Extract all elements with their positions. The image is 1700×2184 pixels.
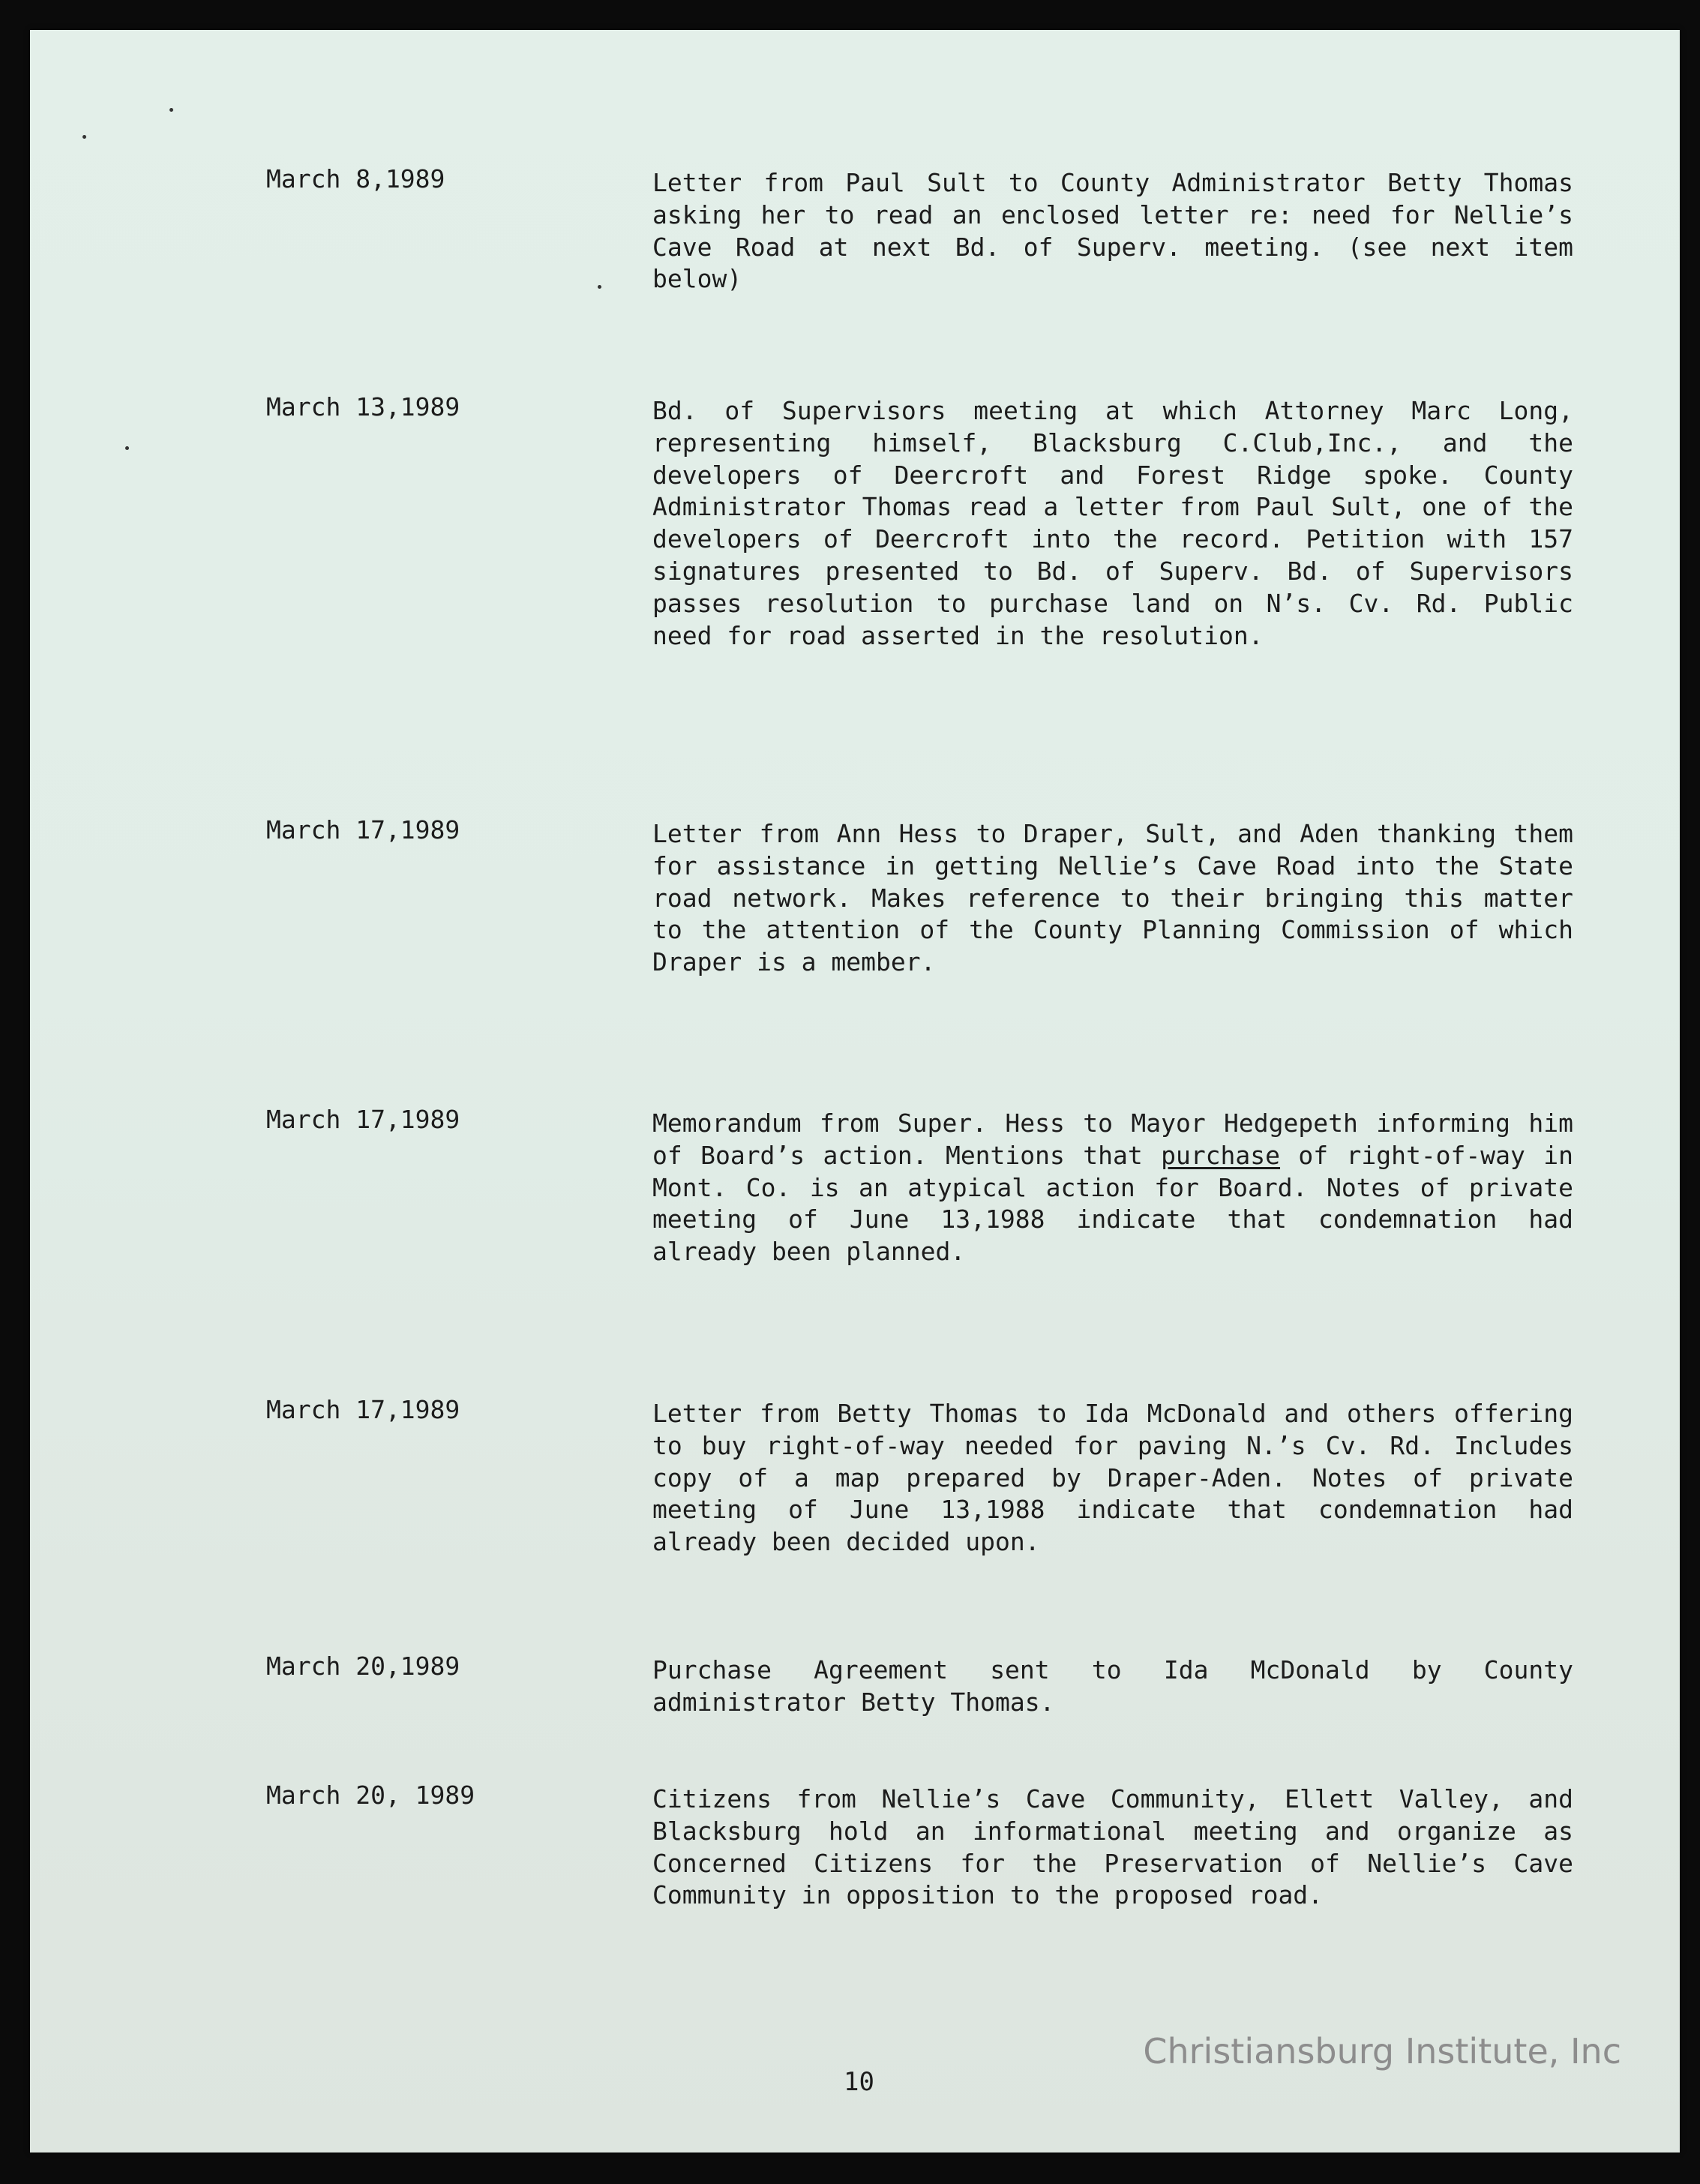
entry-text-part: of right-of-way in Mont. Co. is an atypical action for Board. Notes of private meeting of June 13,1988 indicate that condemnation had already been planned. [652,1140,1573,1267]
watermark-text: Christiansburg Institute, Inc [1143,2031,1621,2072]
entry-date: March 17,1989 [266,1105,460,1134]
document-page [30,30,1680,2152]
entry-description: Citizens from Nellie’s Cave Community, Ellett Valley, and Blacksburg hold an informational meeting and organize as Concerned Citizens for the Preservation of Nellie’s Cave Community in opposition to the proposed road. [652,1784,1573,1910]
entry-description: Purchase Agreement sent to Ida McDonald by County administrator Betty Thomas. [652,1655,1573,1717]
entry-description [652,1108,1573,1268]
paper-speck [125,446,129,450]
entry-date: March 13,1989 [266,392,460,422]
entry-date: March 8,1989 [266,164,445,194]
entry-description: Letter from Ann Hess to Draper, Sult, and Aden thanking them for assistance in getting Nellie’s Cave Road into the State road network. Makes reference to their bringing this matter to the attention of the County Planning Commission of which Draper is a member. [652,819,1573,977]
entry-date: March 17,1989 [266,1395,460,1424]
entry-description: Letter from Betty Thomas to Ida McDonald and others offering to buy right-of-way needed for paving N.’s Cv. Rd. Includes copy of a map prepared by Draper-Aden. Notes of private meeting of June 13,1988 indicate that condemnation had already been decided upon. [652,1399,1573,1557]
entry-description: Letter from Paul Sult to County Administrator Betty Thomas asking her to read an enclosed letter re: need for Nellie’s Cave Road at next Bd. of Superv. meeting. (see next item below) [652,168,1573,294]
entry-date: March 20,1989 [266,1652,460,1681]
entry-description: Bd. of Supervisors meeting at which Attorney Marc Long, representing himself, Blacksburg C.Club,Inc., and the developers of Deercroft and Forest Ridge spoke. County Administrator Thomas read a letter from Paul Sult, one of the developers of Deercroft into the record. Petition with 157 signatures presented to Bd. of Superv. Bd. of Supervisors passes resolution to purchase land on N’s. Cv. Rd. Public need for road asserted in the resolution. [652,396,1573,650]
paper-speck [598,285,601,289]
entry-date: March 20, 1989 [266,1780,475,1810]
paper-speck [169,108,173,112]
page-number: 10 [844,2067,874,2097]
entry-text-part: Memorandum from Super. Hess to Mayor Hedgepeth informing him of Board’s action. Mentions that [652,1108,1573,1170]
entry-date: March 17,1989 [266,815,460,844]
paper-speck [82,135,86,139]
underlined-word: purchase [1161,1140,1281,1170]
